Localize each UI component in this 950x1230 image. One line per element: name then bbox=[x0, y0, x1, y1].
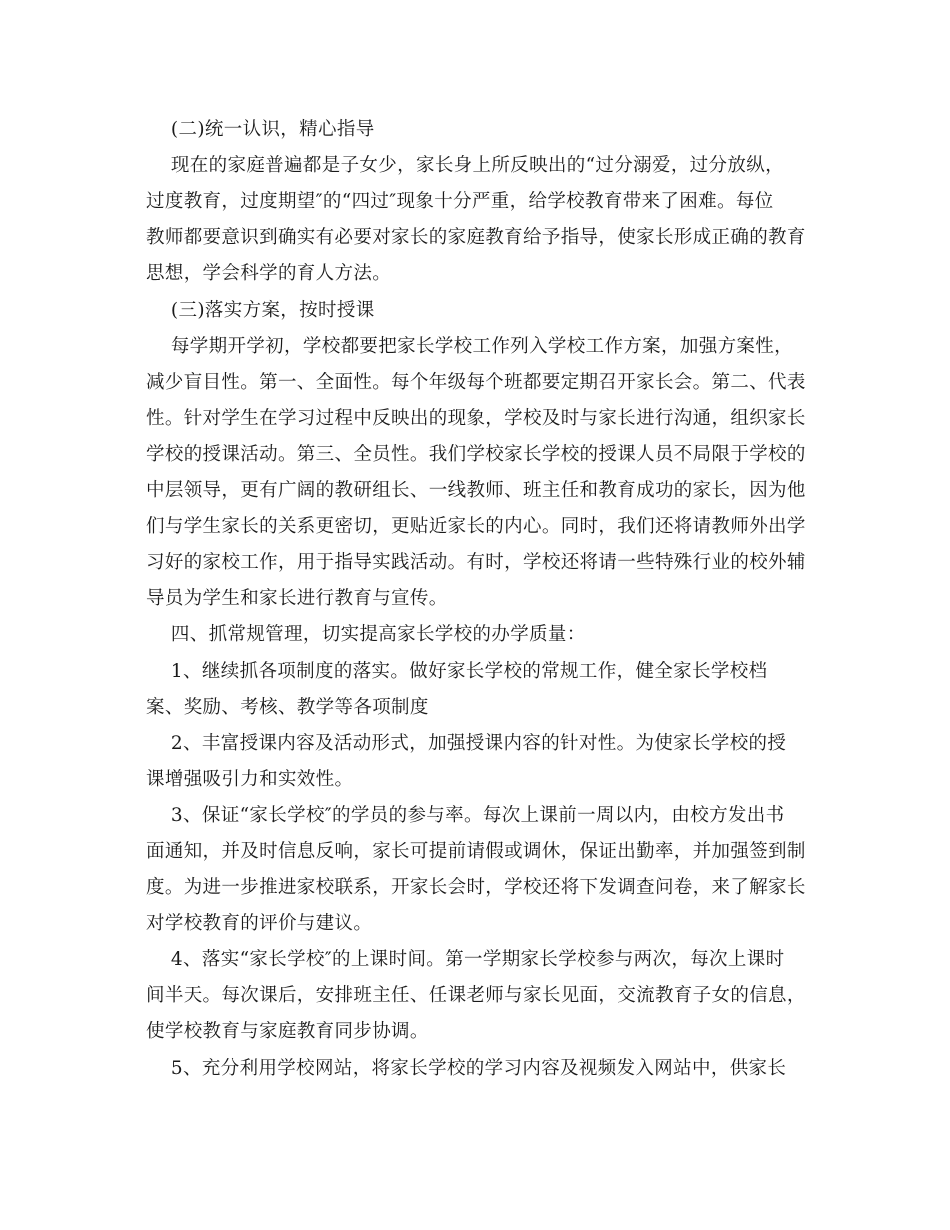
text-line: 减少盲目性。第一、全面性。每个年级每个班都要定期召开家长会。第二、代表 bbox=[146, 372, 806, 393]
list-item-1: 1、继续抓各项制度的落实。做好家长学校的常规工作，健全家长学校档 bbox=[146, 661, 768, 682]
heading-2: (二)统一认识，精心指导 bbox=[146, 119, 375, 140]
list-item-4: 4、落实“家长学校″的上课时间。第一学期家长学校参与两次，每次上课时 bbox=[146, 949, 785, 970]
text-line: 思想，学会科学的育人方法。 bbox=[146, 263, 392, 284]
text-line: 们与学生家长的关系更密切，更贴近家长的内心。同时，我们还将请教师外出学 bbox=[146, 516, 806, 537]
text-line: 导员为学生和家长进行教育与宣传。 bbox=[146, 588, 448, 609]
heading-3: (三)落实方案，按时授课 bbox=[146, 300, 375, 321]
text-line: 使学校教育与家庭教育同步协调。 bbox=[146, 1021, 429, 1042]
text-line: 对学校教育的评价与建议。 bbox=[146, 913, 373, 934]
text-line: 度。为进一步推进家校联系，开家长会时，学校还将下发调查问卷，来了解家长 bbox=[146, 877, 806, 898]
text-line: 案、奖励、考核、教学等各项制度 bbox=[146, 697, 429, 718]
heading-4: 四、抓常规管理，切实提高家长学校的办学质量： bbox=[146, 624, 586, 645]
text-line: 学校的授课活动。第三、全员性。我们学校家长学校的授课人员不局限于学校的 bbox=[146, 444, 806, 465]
text-line: 间半天。每次课后，安排班主任、任课老师与家长见面，交流教育子女的信息， bbox=[146, 985, 806, 1006]
list-item-2: 2、丰富授课内容及活动形式，加强授课内容的针对性。为使家长学校的授 bbox=[146, 733, 787, 754]
text-line: 中层领导，更有广阔的教研组长、一线教师、班主任和教育成功的家长，因为他 bbox=[146, 480, 806, 501]
text-line: 教师都要意识到确实有必要对家长的家庭教育给予指导，使家长形成正确的教育 bbox=[146, 227, 806, 248]
text-line: 过度教育，过度期望″的“四过″现象十分严重，给学校教育带来了困难。每位 bbox=[146, 191, 774, 212]
text-line: 性。针对学生在学习过程中反映出的现象，学校及时与家长进行沟通，组织家长 bbox=[146, 408, 806, 429]
text-line: 现在的家庭普遍都是子女少，家长身上所反映出的“过分溺爱，过分放纵， bbox=[146, 155, 784, 176]
list-item-3: 3、保证“家长学校″的学员的参与率。每次上课前一周以内，由校方发出书 bbox=[146, 805, 785, 826]
list-item-5: 5、充分利用学校网站，将家长学校的学习内容及视频发入网站中，供家长 bbox=[146, 1058, 787, 1079]
text-line: 面通知，并及时信息反响，家长可提前请假或调休，保证出勤率，并加强签到制 bbox=[146, 841, 806, 862]
text-line: 习好的家校工作，用于指导实践活动。有时，学校还将请一些特殊行业的校外辅 bbox=[146, 552, 806, 573]
text-line: 课增强吸引力和实效性。 bbox=[146, 769, 354, 790]
text-line: 每学期开学初，学校都要把家长学校工作列入学校工作方案，加强方案性， bbox=[146, 336, 793, 357]
